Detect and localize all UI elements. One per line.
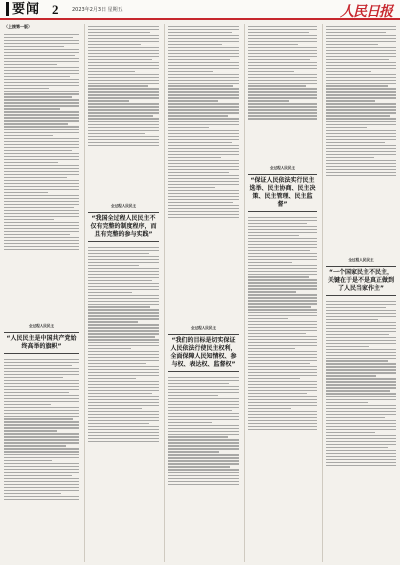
column-5 bbox=[322, 24, 396, 562]
body-text-block bbox=[4, 357, 79, 557]
article-subhead: 全过程人民民主 bbox=[190, 326, 217, 330]
newspaper-page bbox=[4, 24, 396, 562]
article-subhead: 全过程人民民主 bbox=[110, 204, 137, 208]
column-1 bbox=[4, 24, 82, 562]
pullquote-headline: “人民民主是中国共产党始终高举的旗帜” bbox=[6, 335, 77, 350]
article-subhead: 全过程人民民主 bbox=[348, 258, 374, 262]
pullquote-box bbox=[168, 334, 239, 372]
body-text-block bbox=[326, 299, 396, 547]
continuation-note: （上接第一版） bbox=[4, 24, 32, 29]
body-text-block bbox=[88, 245, 159, 555]
page-number: 2 bbox=[52, 2, 59, 17]
pullquote-headline: “我们的目标是切实保证人民依法行使民主权利，全面保障人民知情权、参与权、表达权、监督权” bbox=[170, 337, 237, 368]
pullquote-box bbox=[248, 174, 317, 212]
pullquote-box bbox=[4, 332, 79, 354]
column-2 bbox=[84, 24, 162, 562]
column-4 bbox=[244, 24, 320, 562]
section-name: 要闻 bbox=[6, 2, 40, 16]
column-3 bbox=[164, 24, 242, 562]
body-text-block bbox=[168, 375, 239, 545]
body-text-block bbox=[4, 32, 79, 322]
newspaper-logo: 人民日报 bbox=[340, 4, 392, 20]
pullquote-headline: “我国全过程人民民主不仅有完整的制度程序，而且有完整的参与实践” bbox=[90, 215, 157, 238]
body-text-block bbox=[248, 24, 317, 164]
dateline: 2023年2月3日 星期五 bbox=[72, 7, 123, 13]
pullquote-box bbox=[326, 266, 396, 296]
body-text-block bbox=[88, 24, 159, 202]
body-text-block bbox=[248, 215, 317, 561]
article-subhead: 全过程人民民主 bbox=[269, 166, 296, 170]
pullquote-headline: “一个国家民主不民主，关键在于是不是真正做到了人民当家作主” bbox=[327, 269, 394, 292]
pullquote-headline: “保证人民依法实行民主选举、民主协商、民主决策、民主管理、民主监督” bbox=[249, 177, 316, 208]
pullquote-box bbox=[88, 212, 159, 242]
body-text-block bbox=[326, 24, 396, 256]
masthead bbox=[0, 0, 400, 20]
body-text-block bbox=[168, 24, 239, 324]
article-subhead: 全过程人民民主 bbox=[28, 324, 55, 328]
